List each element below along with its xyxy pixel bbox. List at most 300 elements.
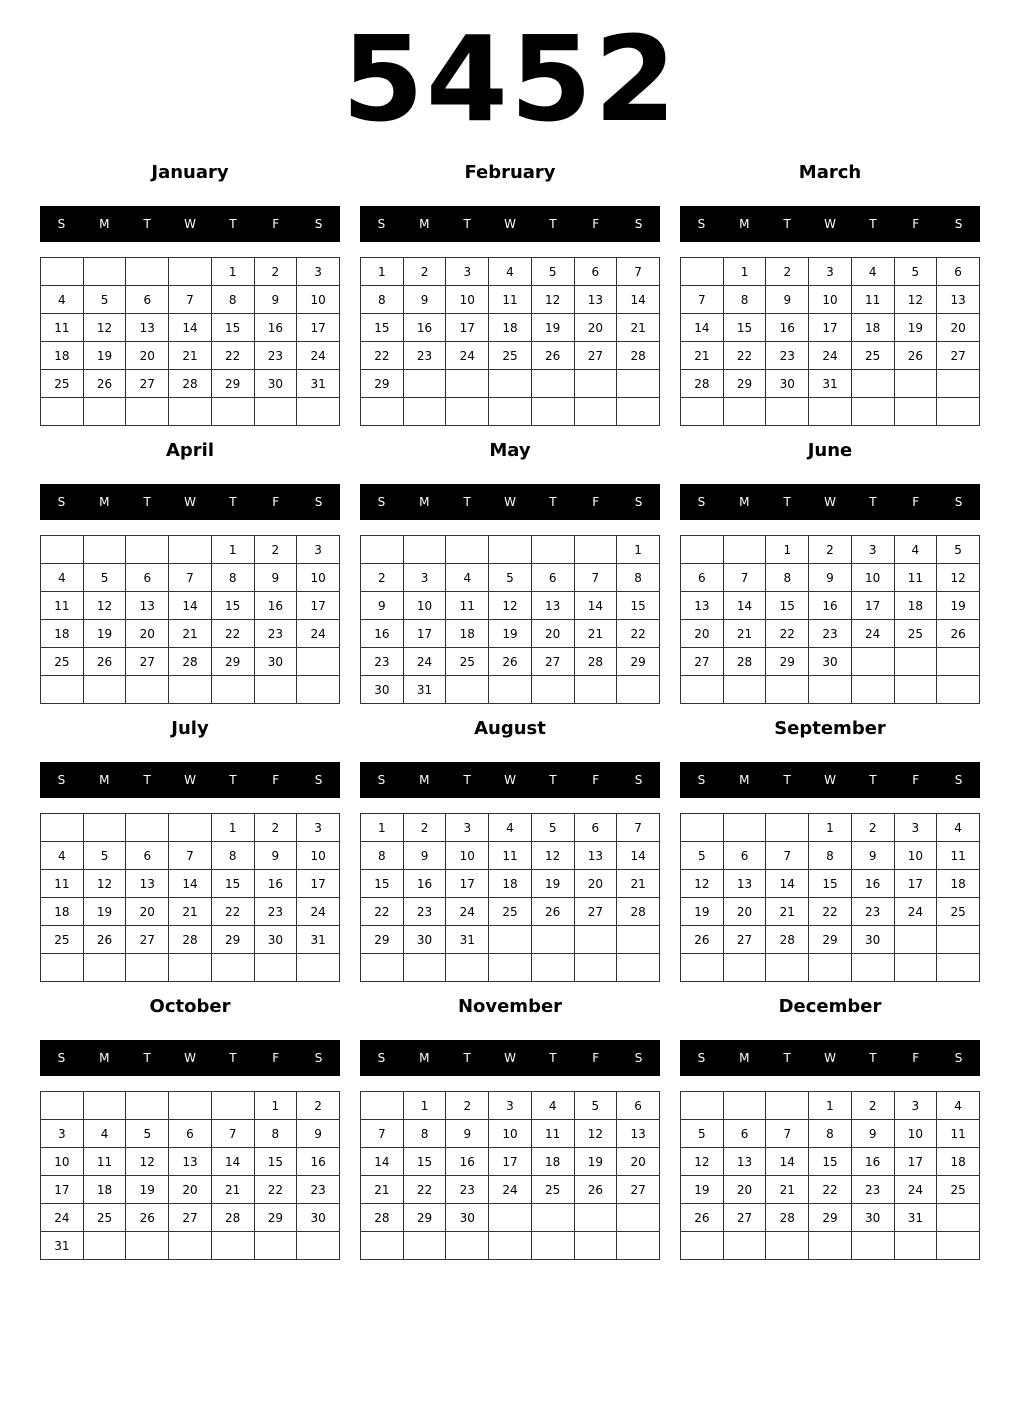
day-cell: 23 bbox=[403, 898, 446, 926]
day-cell: 2 bbox=[254, 536, 297, 564]
day-cell: 22 bbox=[403, 1176, 446, 1204]
day-cell: 20 bbox=[574, 314, 617, 342]
day-cell bbox=[403, 536, 446, 564]
day-cell: 29 bbox=[211, 648, 254, 676]
month-title: May bbox=[489, 440, 531, 461]
day-cell: 28 bbox=[361, 1204, 404, 1232]
day-cell: 29 bbox=[766, 648, 809, 676]
day-cell bbox=[254, 676, 297, 704]
day-cell: 16 bbox=[254, 314, 297, 342]
week-row bbox=[41, 398, 340, 426]
day-cell: 22 bbox=[211, 620, 254, 648]
week-row bbox=[361, 954, 660, 982]
day-cell bbox=[403, 370, 446, 398]
day-cell: 23 bbox=[254, 898, 297, 926]
day-cell: 21 bbox=[681, 342, 724, 370]
day-cell: 26 bbox=[83, 648, 126, 676]
weekday-label: F bbox=[592, 1051, 600, 1065]
weekday-label: S bbox=[697, 495, 706, 509]
day-cell bbox=[894, 1232, 937, 1260]
day-cell: 7 bbox=[211, 1120, 254, 1148]
weekday-label: T bbox=[549, 495, 557, 509]
day-cell: 7 bbox=[169, 286, 212, 314]
day-cell bbox=[574, 676, 617, 704]
week-row bbox=[361, 1232, 660, 1260]
day-cell: 19 bbox=[489, 620, 532, 648]
month-title: September bbox=[774, 718, 886, 739]
day-cell: 13 bbox=[574, 842, 617, 870]
day-cell: 12 bbox=[126, 1148, 169, 1176]
week-row bbox=[361, 926, 660, 954]
day-cell: 25 bbox=[531, 1176, 574, 1204]
day-cell: 29 bbox=[361, 926, 404, 954]
weekday-label: M bbox=[99, 773, 110, 787]
day-cell: 17 bbox=[297, 314, 340, 342]
day-cell: 13 bbox=[937, 286, 980, 314]
day-cell: 28 bbox=[169, 370, 212, 398]
weekday-label: T bbox=[143, 217, 151, 231]
day-cell bbox=[681, 398, 724, 426]
day-cell: 12 bbox=[531, 842, 574, 870]
week-row bbox=[361, 286, 660, 314]
day-cell bbox=[574, 398, 617, 426]
day-cell bbox=[169, 258, 212, 286]
day-cell: 15 bbox=[211, 870, 254, 898]
day-cell bbox=[489, 1232, 532, 1260]
weekday-label: S bbox=[954, 217, 963, 231]
week-row bbox=[41, 564, 340, 592]
day-cell bbox=[361, 1232, 404, 1260]
day-cell bbox=[83, 1232, 126, 1260]
day-cell: 17 bbox=[446, 870, 489, 898]
day-cell: 1 bbox=[211, 536, 254, 564]
day-cell: 17 bbox=[894, 1148, 937, 1176]
week-row bbox=[681, 564, 980, 592]
day-cell: 17 bbox=[297, 592, 340, 620]
day-cell: 10 bbox=[809, 286, 852, 314]
weekday-label: T bbox=[229, 217, 237, 231]
day-cell bbox=[126, 1232, 169, 1260]
week-row bbox=[361, 370, 660, 398]
weekday-label: W bbox=[184, 495, 196, 509]
day-cell bbox=[361, 954, 404, 982]
day-cell: 20 bbox=[574, 870, 617, 898]
day-cell: 28 bbox=[766, 926, 809, 954]
day-cell: 19 bbox=[574, 1148, 617, 1176]
day-cell: 12 bbox=[681, 1148, 724, 1176]
day-cell: 5 bbox=[531, 258, 574, 286]
day-cell: 6 bbox=[574, 814, 617, 842]
day-cell: 27 bbox=[723, 926, 766, 954]
weekday-label: S bbox=[57, 773, 66, 787]
day-cell: 19 bbox=[83, 620, 126, 648]
weekday-label: T bbox=[229, 1051, 237, 1065]
month-title: October bbox=[149, 996, 231, 1017]
day-cell: 25 bbox=[41, 370, 84, 398]
day-cell: 15 bbox=[766, 592, 809, 620]
day-cell: 24 bbox=[41, 1204, 84, 1232]
day-cell: 11 bbox=[937, 842, 980, 870]
day-cell: 26 bbox=[531, 898, 574, 926]
week-row bbox=[681, 814, 980, 842]
day-cell: 21 bbox=[766, 898, 809, 926]
day-cell: 27 bbox=[723, 1204, 766, 1232]
day-cell: 3 bbox=[809, 258, 852, 286]
day-cell bbox=[169, 1092, 212, 1120]
day-cell: 14 bbox=[617, 842, 660, 870]
day-cell: 9 bbox=[403, 286, 446, 314]
day-cell bbox=[83, 536, 126, 564]
day-cell bbox=[489, 1204, 532, 1232]
day-cell: 4 bbox=[41, 842, 84, 870]
day-cell: 5 bbox=[126, 1120, 169, 1148]
weekday-label: M bbox=[739, 217, 750, 231]
day-cell: 25 bbox=[83, 1204, 126, 1232]
weekday-label: S bbox=[314, 1051, 323, 1065]
day-cell bbox=[937, 926, 980, 954]
day-cell bbox=[681, 1232, 724, 1260]
weekday-label: T bbox=[463, 495, 471, 509]
day-cell: 17 bbox=[446, 314, 489, 342]
day-cell: 1 bbox=[211, 258, 254, 286]
day-cell: 4 bbox=[489, 258, 532, 286]
week-row bbox=[681, 870, 980, 898]
day-cell: 5 bbox=[937, 536, 980, 564]
day-cell bbox=[403, 398, 446, 426]
day-cell: 9 bbox=[766, 286, 809, 314]
weekday-label: T bbox=[549, 217, 557, 231]
week-row bbox=[361, 536, 660, 564]
day-cell bbox=[766, 954, 809, 982]
day-cell: 23 bbox=[254, 342, 297, 370]
week-row bbox=[41, 898, 340, 926]
day-cell bbox=[254, 1232, 297, 1260]
day-cell: 8 bbox=[211, 564, 254, 592]
week-row bbox=[681, 676, 980, 704]
day-cell bbox=[41, 954, 84, 982]
day-cell: 30 bbox=[254, 926, 297, 954]
day-cell bbox=[489, 536, 532, 564]
day-cell bbox=[937, 1232, 980, 1260]
week-row bbox=[681, 1092, 980, 1120]
day-cell: 30 bbox=[254, 648, 297, 676]
day-cell bbox=[126, 814, 169, 842]
week-row bbox=[41, 1092, 340, 1120]
day-cell: 27 bbox=[617, 1176, 660, 1204]
day-cell bbox=[617, 1232, 660, 1260]
day-cell: 31 bbox=[297, 926, 340, 954]
day-cell: 13 bbox=[723, 870, 766, 898]
weekday-label: M bbox=[419, 217, 430, 231]
day-cell: 12 bbox=[83, 314, 126, 342]
weekday-label: T bbox=[143, 773, 151, 787]
day-cell: 13 bbox=[126, 592, 169, 620]
day-cell bbox=[489, 676, 532, 704]
day-cell: 13 bbox=[126, 870, 169, 898]
day-cell bbox=[894, 370, 937, 398]
day-grid bbox=[680, 813, 980, 982]
day-cell: 5 bbox=[574, 1092, 617, 1120]
week-row bbox=[681, 926, 980, 954]
day-cell bbox=[211, 954, 254, 982]
day-cell: 6 bbox=[531, 564, 574, 592]
week-row bbox=[361, 842, 660, 870]
day-cell: 29 bbox=[809, 926, 852, 954]
week-row bbox=[681, 648, 980, 676]
day-cell bbox=[126, 676, 169, 704]
weekday-header bbox=[40, 762, 340, 798]
day-cell: 16 bbox=[766, 314, 809, 342]
day-cell: 23 bbox=[766, 342, 809, 370]
day-cell: 8 bbox=[766, 564, 809, 592]
week-row bbox=[361, 564, 660, 592]
day-cell: 13 bbox=[617, 1120, 660, 1148]
day-cell: 14 bbox=[617, 286, 660, 314]
weekday-label: F bbox=[272, 773, 280, 787]
day-cell: 11 bbox=[41, 592, 84, 620]
day-cell: 3 bbox=[297, 536, 340, 564]
weekday-label: W bbox=[504, 1051, 516, 1065]
day-cell: 17 bbox=[894, 870, 937, 898]
day-cell: 23 bbox=[446, 1176, 489, 1204]
weekday-label: S bbox=[314, 773, 323, 787]
weekday-label: F bbox=[912, 773, 920, 787]
day-cell: 24 bbox=[297, 620, 340, 648]
month-title: March bbox=[798, 162, 862, 183]
day-cell bbox=[723, 954, 766, 982]
day-cell: 16 bbox=[254, 592, 297, 620]
week-row bbox=[681, 620, 980, 648]
week-row bbox=[41, 870, 340, 898]
weekday-label: S bbox=[954, 1051, 963, 1065]
day-cell: 7 bbox=[361, 1120, 404, 1148]
day-cell: 7 bbox=[169, 564, 212, 592]
day-cell: 4 bbox=[489, 814, 532, 842]
day-cell: 22 bbox=[361, 342, 404, 370]
day-cell: 25 bbox=[851, 342, 894, 370]
day-cell: 24 bbox=[809, 342, 852, 370]
day-cell: 21 bbox=[361, 1176, 404, 1204]
day-cell: 3 bbox=[851, 536, 894, 564]
week-row bbox=[41, 314, 340, 342]
day-cell: 19 bbox=[681, 1176, 724, 1204]
day-grid bbox=[360, 813, 660, 982]
day-cell: 21 bbox=[723, 620, 766, 648]
day-cell: 24 bbox=[297, 898, 340, 926]
day-cell: 4 bbox=[83, 1120, 126, 1148]
weekday-label: S bbox=[634, 1051, 643, 1065]
day-cell bbox=[41, 1092, 84, 1120]
day-cell bbox=[809, 398, 852, 426]
day-cell: 15 bbox=[809, 1148, 852, 1176]
day-cell: 22 bbox=[766, 620, 809, 648]
week-row bbox=[681, 1176, 980, 1204]
day-cell: 12 bbox=[83, 592, 126, 620]
day-cell: 26 bbox=[83, 370, 126, 398]
day-cell: 5 bbox=[83, 564, 126, 592]
day-cell: 13 bbox=[126, 314, 169, 342]
day-cell: 23 bbox=[403, 342, 446, 370]
day-cell bbox=[41, 814, 84, 842]
day-cell: 3 bbox=[297, 814, 340, 842]
weekday-label: W bbox=[504, 495, 516, 509]
day-cell: 28 bbox=[211, 1204, 254, 1232]
day-cell: 14 bbox=[169, 870, 212, 898]
weekday-label: T bbox=[783, 1051, 791, 1065]
weekday-label: F bbox=[912, 1051, 920, 1065]
day-cell: 14 bbox=[766, 870, 809, 898]
day-cell: 11 bbox=[489, 842, 532, 870]
weekday-label: M bbox=[99, 217, 110, 231]
day-cell: 23 bbox=[851, 1176, 894, 1204]
day-cell: 6 bbox=[681, 564, 724, 592]
day-cell bbox=[531, 536, 574, 564]
day-cell: 6 bbox=[126, 564, 169, 592]
day-cell: 27 bbox=[574, 898, 617, 926]
day-cell bbox=[894, 954, 937, 982]
day-cell bbox=[937, 1204, 980, 1232]
day-cell: 2 bbox=[297, 1092, 340, 1120]
day-cell bbox=[126, 536, 169, 564]
day-cell: 10 bbox=[297, 286, 340, 314]
day-cell: 29 bbox=[403, 1204, 446, 1232]
day-cell bbox=[681, 1092, 724, 1120]
day-cell: 4 bbox=[41, 564, 84, 592]
day-cell: 27 bbox=[574, 342, 617, 370]
day-cell: 2 bbox=[809, 536, 852, 564]
day-cell: 18 bbox=[851, 314, 894, 342]
day-cell bbox=[169, 814, 212, 842]
week-row bbox=[361, 676, 660, 704]
day-cell: 26 bbox=[681, 1204, 724, 1232]
day-cell: 1 bbox=[254, 1092, 297, 1120]
day-cell: 29 bbox=[211, 926, 254, 954]
day-cell: 8 bbox=[809, 842, 852, 870]
day-cell: 19 bbox=[937, 592, 980, 620]
day-cell: 16 bbox=[297, 1148, 340, 1176]
day-cell bbox=[681, 676, 724, 704]
week-row bbox=[41, 592, 340, 620]
day-cell: 14 bbox=[681, 314, 724, 342]
day-cell: 11 bbox=[41, 314, 84, 342]
day-cell: 14 bbox=[766, 1148, 809, 1176]
day-cell bbox=[723, 398, 766, 426]
weekday-label: T bbox=[869, 1051, 877, 1065]
day-cell: 20 bbox=[126, 898, 169, 926]
day-cell: 25 bbox=[489, 342, 532, 370]
weekday-label: F bbox=[272, 217, 280, 231]
day-cell: 16 bbox=[361, 620, 404, 648]
day-cell: 24 bbox=[297, 342, 340, 370]
day-cell bbox=[851, 676, 894, 704]
day-grid bbox=[680, 535, 980, 704]
week-row bbox=[681, 342, 980, 370]
day-cell: 29 bbox=[211, 370, 254, 398]
day-cell bbox=[531, 954, 574, 982]
day-cell bbox=[851, 398, 894, 426]
day-cell: 28 bbox=[169, 648, 212, 676]
day-cell: 9 bbox=[809, 564, 852, 592]
day-grid bbox=[360, 1091, 660, 1260]
day-cell: 21 bbox=[617, 870, 660, 898]
day-cell: 1 bbox=[809, 814, 852, 842]
day-cell: 25 bbox=[489, 898, 532, 926]
day-cell bbox=[446, 676, 489, 704]
weekday-label: S bbox=[57, 1051, 66, 1065]
day-cell: 2 bbox=[851, 1092, 894, 1120]
weekday-header bbox=[40, 1040, 340, 1076]
day-cell bbox=[617, 370, 660, 398]
day-cell bbox=[723, 1092, 766, 1120]
day-cell: 17 bbox=[851, 592, 894, 620]
day-cell: 10 bbox=[894, 1120, 937, 1148]
day-cell: 13 bbox=[169, 1148, 212, 1176]
day-cell: 22 bbox=[809, 898, 852, 926]
day-cell: 2 bbox=[254, 258, 297, 286]
day-cell bbox=[531, 1204, 574, 1232]
day-cell: 13 bbox=[574, 286, 617, 314]
day-cell bbox=[617, 398, 660, 426]
day-cell: 15 bbox=[254, 1148, 297, 1176]
day-cell: 25 bbox=[937, 1176, 980, 1204]
weekday-label: T bbox=[869, 217, 877, 231]
day-cell: 26 bbox=[681, 926, 724, 954]
day-cell: 22 bbox=[617, 620, 660, 648]
week-row bbox=[41, 370, 340, 398]
day-cell: 23 bbox=[361, 648, 404, 676]
day-cell: 26 bbox=[489, 648, 532, 676]
day-cell: 4 bbox=[894, 536, 937, 564]
day-cell bbox=[254, 954, 297, 982]
day-cell: 8 bbox=[211, 842, 254, 870]
day-cell: 1 bbox=[211, 814, 254, 842]
week-row bbox=[41, 286, 340, 314]
day-cell: 20 bbox=[617, 1148, 660, 1176]
day-cell: 30 bbox=[851, 1204, 894, 1232]
day-cell bbox=[617, 926, 660, 954]
day-cell bbox=[723, 1232, 766, 1260]
day-cell bbox=[681, 814, 724, 842]
day-cell bbox=[809, 954, 852, 982]
day-cell: 1 bbox=[723, 258, 766, 286]
weekday-label: T bbox=[549, 773, 557, 787]
day-cell bbox=[489, 370, 532, 398]
day-cell bbox=[361, 1092, 404, 1120]
week-row bbox=[41, 1120, 340, 1148]
day-cell: 30 bbox=[851, 926, 894, 954]
weekday-label: S bbox=[954, 773, 963, 787]
month-title: April bbox=[165, 440, 215, 461]
weekday-label: S bbox=[697, 217, 706, 231]
day-cell: 29 bbox=[254, 1204, 297, 1232]
day-cell: 18 bbox=[489, 870, 532, 898]
day-cell: 11 bbox=[83, 1148, 126, 1176]
day-cell: 16 bbox=[403, 870, 446, 898]
day-cell: 21 bbox=[211, 1176, 254, 1204]
day-cell: 31 bbox=[809, 370, 852, 398]
day-cell: 24 bbox=[851, 620, 894, 648]
weekday-label: S bbox=[377, 495, 386, 509]
weekday-label: F bbox=[592, 773, 600, 787]
day-cell: 14 bbox=[723, 592, 766, 620]
day-cell: 20 bbox=[937, 314, 980, 342]
day-cell bbox=[574, 1232, 617, 1260]
day-cell: 26 bbox=[126, 1204, 169, 1232]
day-cell bbox=[446, 370, 489, 398]
day-cell: 27 bbox=[126, 926, 169, 954]
week-row bbox=[361, 898, 660, 926]
day-cell: 28 bbox=[617, 342, 660, 370]
